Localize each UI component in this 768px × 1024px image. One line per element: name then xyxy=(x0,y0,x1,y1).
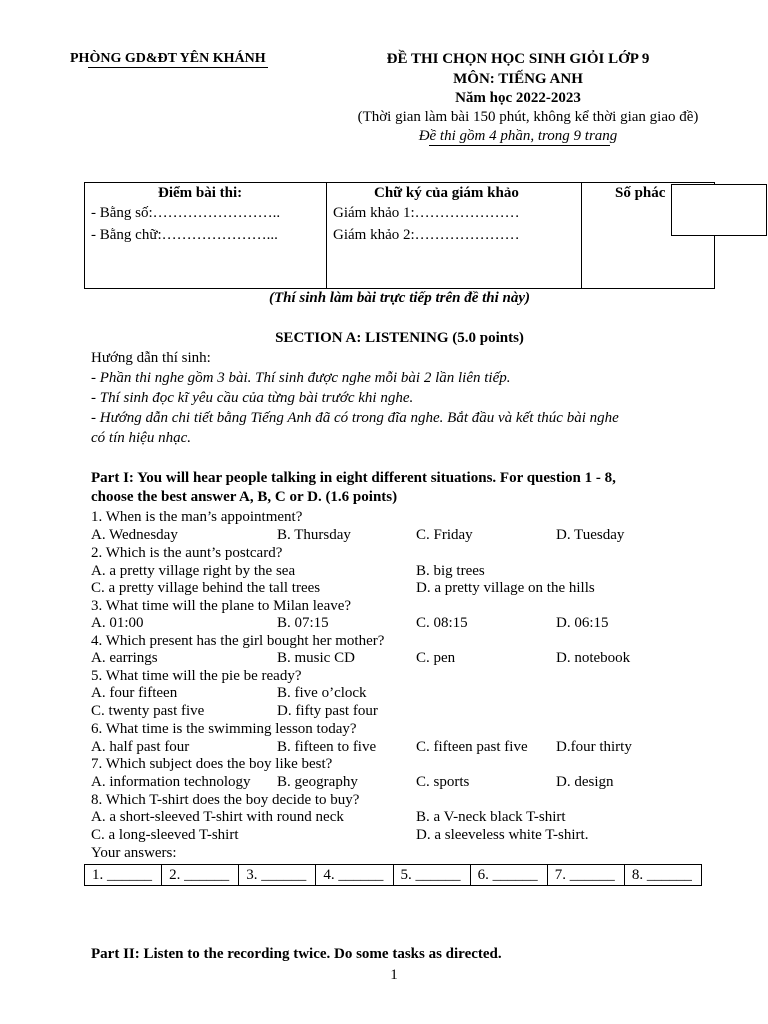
q7-option-b[interactable]: B. geography xyxy=(277,774,358,790)
part1-title-continued: choose the best answer A, B, C or D. (1.6 points) xyxy=(91,489,398,505)
score-header: Điểm bài thi: xyxy=(158,185,243,201)
guide-line-3: - Hướng dẫn chi tiết bằng Tiếng Anh đã có trong đĩa nghe. Bắt đầu và kết thúc bài nghe xyxy=(91,410,619,426)
q3-option-b[interactable]: B. 07:15 xyxy=(277,615,329,631)
section-a-title: SECTION A: LISTENING (5.0 points) xyxy=(275,330,524,346)
q7-option-d[interactable]: D. design xyxy=(556,774,614,790)
answer-cell-4[interactable]: 4. ______ xyxy=(316,865,393,885)
exam-structure: Đề thi gồm 4 phần, trong 9 trang xyxy=(418,128,618,144)
q1-option-d[interactable]: D. Tuesday xyxy=(556,527,625,543)
examiner-1-field[interactable]: Giám khảo 1:………………… xyxy=(333,205,520,221)
answer-cell-5[interactable]: 5. ______ xyxy=(394,865,471,885)
exam-year: Năm học 2022-2023 xyxy=(455,90,581,106)
answer-cell-2[interactable]: 2. ______ xyxy=(162,865,239,885)
q6-option-d[interactable]: D.four thirty xyxy=(556,739,632,755)
answer-cell-6[interactable]: 6. ______ xyxy=(471,865,548,885)
question-6: 6. What time is the swimming lesson today? xyxy=(91,721,357,737)
department-underline xyxy=(88,67,268,68)
score-table xyxy=(84,182,715,289)
structure-underline xyxy=(429,145,610,146)
q4-option-a[interactable]: A. earrings xyxy=(91,650,158,666)
score-table-divider xyxy=(581,183,582,288)
your-answers-label: Your answers: xyxy=(91,845,177,861)
part1-title: Part I: You will hear people talking in eight different situations. For question 1 - 8, xyxy=(91,470,616,486)
answer-cell-8[interactable]: 8. ______ xyxy=(631,867,692,883)
department-name: PHÒNG GD&ĐT YÊN KHÁNH xyxy=(70,51,266,66)
page-number: 1 xyxy=(390,967,398,983)
q5-option-b[interactable]: B. five o’clock xyxy=(277,685,367,701)
question-8: 8. Which T-shirt does the boy decide to buy? xyxy=(91,792,360,808)
q3-option-d[interactable]: D. 06:15 xyxy=(556,615,609,631)
q8-option-a[interactable]: A. a short-sleeved T-shirt with round neck xyxy=(91,809,344,825)
q4-option-b[interactable]: B. music CD xyxy=(277,650,355,666)
question-3: 3. What time will the plane to Milan leave? xyxy=(91,598,352,614)
q6-option-c[interactable]: C. fifteen past five xyxy=(416,739,528,755)
question-4: 4. Which present has the girl bought her mother? xyxy=(91,633,385,649)
q8-option-d[interactable]: D. a sleeveless white T-shirt. xyxy=(416,827,589,843)
guide-line-3-continued: có tín hiệu nhạc. xyxy=(91,430,191,446)
question-2: 2. Which is the aunt’s postcard? xyxy=(91,545,283,561)
q5-option-c[interactable]: C. twenty past five xyxy=(91,703,205,719)
answer-cell-1[interactable]: 1. ______ xyxy=(85,865,162,885)
q2-option-c[interactable]: C. a pretty village behind the tall trees xyxy=(91,580,321,596)
guide-title: Hướng dẫn thí sinh: xyxy=(91,350,211,366)
q7-option-a[interactable]: A. information technology xyxy=(91,774,251,790)
score-in-words[interactable]: - Bằng chữ:…………………... xyxy=(91,227,278,243)
q1-option-b[interactable]: B. Thursday xyxy=(277,527,351,543)
q6-option-b[interactable]: B. fifteen to five xyxy=(277,739,377,755)
q4-option-d[interactable]: D. notebook xyxy=(556,650,631,666)
question-7: 7. Which subject does the boy like best? xyxy=(91,756,333,772)
q3-option-a[interactable]: A. 01:00 xyxy=(91,615,144,631)
exam-subject: MÔN: TIẾNG ANH xyxy=(453,71,583,87)
question-5: 5. What time will the pie be ready? xyxy=(91,668,302,684)
q1-option-c[interactable]: C. Friday xyxy=(416,527,473,543)
answer-table xyxy=(84,864,702,886)
part2-title: Part II: Listen to the recording twice. Do some tasks as directed. xyxy=(91,946,502,962)
exam-duration: (Thời gian làm bài 150 phút, không kể thời gian giao đề) xyxy=(357,109,699,125)
score-in-digits[interactable]: - Bằng số:…………………….. xyxy=(91,205,281,221)
exam-title: ĐỀ THI CHỌN HỌC SINH GIỎI LỚP 9 xyxy=(386,51,650,67)
code-box[interactable] xyxy=(671,184,767,236)
examiner-signature-header: Chữ ký của giám khảo xyxy=(374,185,519,201)
answer-cell-7[interactable]: 7. ______ xyxy=(548,865,625,885)
q7-option-c[interactable]: C. sports xyxy=(416,774,470,790)
notice: (Thí sinh làm bài trực tiếp trên đề thi này) xyxy=(268,290,531,306)
q5-option-a[interactable]: A. four fifteen xyxy=(91,685,178,701)
answer-cell-3[interactable]: 3. ______ xyxy=(239,865,316,885)
q3-option-c[interactable]: C. 08:15 xyxy=(416,615,468,631)
q5-option-d[interactable]: D. fifty past four xyxy=(277,703,378,719)
q6-option-a[interactable]: A. half past four xyxy=(91,739,190,755)
q2-option-a[interactable]: A. a pretty village right by the sea xyxy=(91,563,296,579)
question-1: 1. When is the man’s appointment? xyxy=(91,509,303,525)
q2-option-d[interactable]: D. a pretty village on the hills xyxy=(416,580,595,596)
q2-option-b[interactable]: B. big trees xyxy=(416,563,485,579)
q8-option-c[interactable]: C. a long-sleeved T-shirt xyxy=(91,827,239,843)
q1-option-a[interactable]: A. Wednesday xyxy=(91,527,178,543)
examiner-2-field[interactable]: Giám khảo 2:………………… xyxy=(333,227,520,243)
code-header: Số phác xyxy=(615,185,666,201)
q4-option-c[interactable]: C. pen xyxy=(416,650,456,666)
score-table-divider xyxy=(326,183,327,288)
guide-line-1: - Phần thi nghe gồm 3 bài. Thí sinh được nghe mỗi bài 2 lần liên tiếp. xyxy=(91,370,511,386)
q8-option-b[interactable]: B. a V-neck black T-shirt xyxy=(416,809,566,825)
guide-line-2: - Thí sinh đọc kĩ yêu cầu của từng bài trước khi nghe. xyxy=(91,390,414,406)
